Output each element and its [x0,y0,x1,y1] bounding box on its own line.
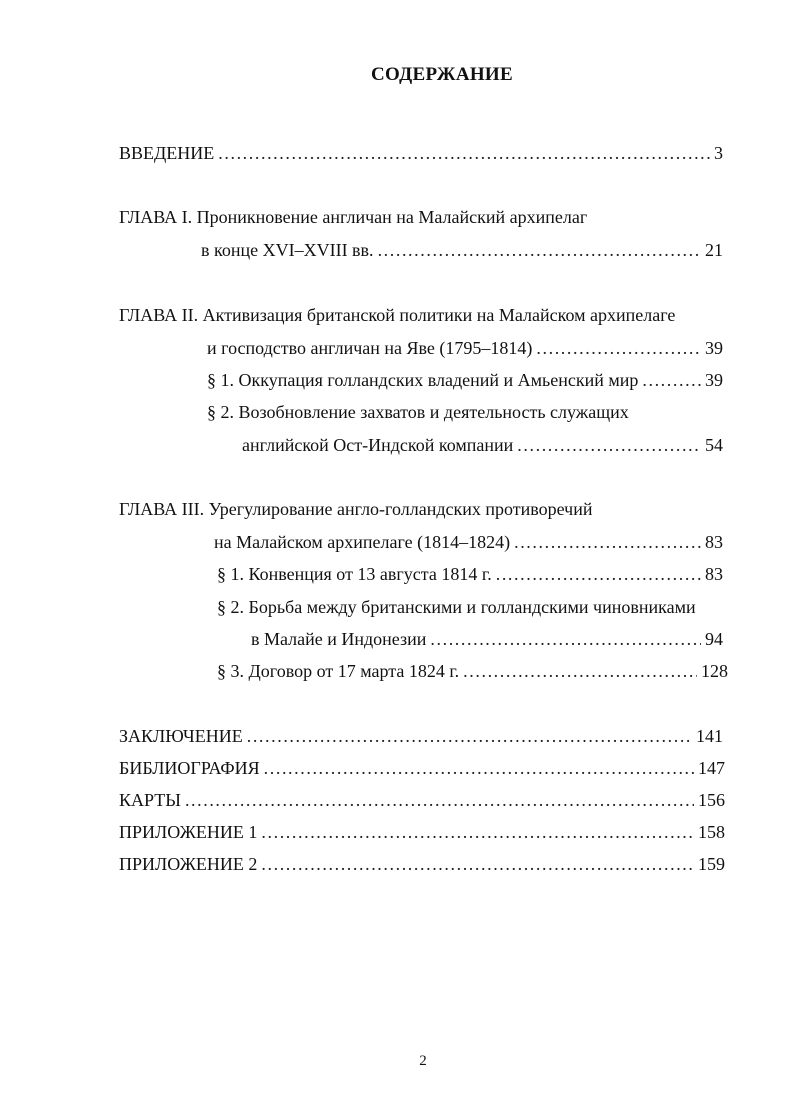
toc-chapter-1-continuation [201,238,723,262]
toc-entry-label: БИБЛИОГРАФИЯ [119,758,260,778]
toc-entry-label: в конце XVI–XVIII вв. [201,240,374,260]
toc-chapter-2-section-2-continuation [242,433,723,457]
dot-leader [536,336,701,360]
toc-entry-page: 158 [698,822,725,842]
toc-chapter-3-section-2-title: § 2. Борьба между британскими и голландскими чиновниками [217,597,696,617]
toc-entry-label: ЗАКЛЮЧЕНИЕ [119,726,243,746]
toc-entry-label: ПРИЛОЖЕНИЕ 1 [119,822,258,842]
toc-entry-maps [119,788,725,812]
page-title: СОДЕРЖАНИЕ [371,64,513,85]
toc-entry-intro [119,141,723,165]
toc-entry-page: 83 [705,532,723,552]
toc-chapter-3-section-2-continuation [251,627,723,651]
toc-entry-label: ВВЕДЕНИЕ [119,143,215,163]
toc-entry-page: 3 [714,143,723,163]
toc-chapter-3-title: ГЛАВА III. Урегулирование англо-голландских противоречий [119,499,593,519]
dot-leader [463,659,697,683]
toc-entry-page: 54 [705,435,723,455]
toc-entry-label: на Малайском архипелаге (1814–1824) [214,532,511,552]
toc-entry-bibliography [119,756,725,780]
toc-entry-page: 156 [698,790,725,810]
dot-leader [378,238,701,262]
toc-chapter-3-section-3 [217,659,728,683]
toc-entry-conclusion [119,724,723,748]
toc-entry-page: 39 [705,370,723,390]
toc-entry-label: английской Ост-Индской компании [242,435,514,455]
toc-entry-page: 94 [705,629,723,649]
toc-entry-label: § 1. Оккупация голландских владений и Амьенский мир [207,370,639,390]
toc-entry-page: 141 [696,726,723,746]
dot-leader [430,627,701,651]
toc-entry-appendix-1 [119,820,725,844]
toc-chapter-2-section-2-title: § 2. Возобновление захватов и деятельность служащих [207,402,629,422]
dot-leader [514,530,701,554]
toc-entry-page: 39 [705,338,723,358]
toc-entry-page: 128 [701,661,728,681]
toc-entry-label: § 1. Конвенция от 13 августа 1814 г. [217,564,492,584]
toc-entry-label: КАРТЫ [119,790,181,810]
toc-entry-page: 21 [705,240,723,260]
toc-chapter-2-title: ГЛАВА II. Активизация британской политики на Малайском архипелаге [119,305,676,325]
dot-leader [247,724,692,748]
dot-leader [496,562,701,586]
toc-chapter-2-section-1 [207,368,723,392]
toc-entry-page: 147 [698,758,725,778]
toc-entry-appendix-2 [119,852,725,876]
toc-entry-page: 159 [698,854,725,874]
toc-chapter-3-continuation [214,530,723,554]
toc-entry-label: в Малайе и Индонезии [251,629,427,649]
toc-entry-page: 83 [705,564,723,584]
toc-chapter-3-section-1 [217,562,723,586]
toc-entry-label: § 3. Договор от 17 марта 1824 г. [217,661,460,681]
toc-chapter-1-title: ГЛАВА I. Проникновение англичан на Малайский архипелаг [119,207,588,227]
dot-leader [517,433,701,457]
dot-leader [261,820,694,844]
dot-leader [642,368,701,392]
dot-leader [218,141,710,165]
toc-entry-label: ПРИЛОЖЕНИЕ 2 [119,854,258,874]
toc-entry-label: и господство англичан на Яве (1795–1814) [207,338,533,358]
dot-leader [185,788,694,812]
dot-leader [264,756,694,780]
page-number: 2 [419,1053,427,1069]
toc-chapter-2-continuation [207,336,723,360]
dot-leader [261,852,694,876]
